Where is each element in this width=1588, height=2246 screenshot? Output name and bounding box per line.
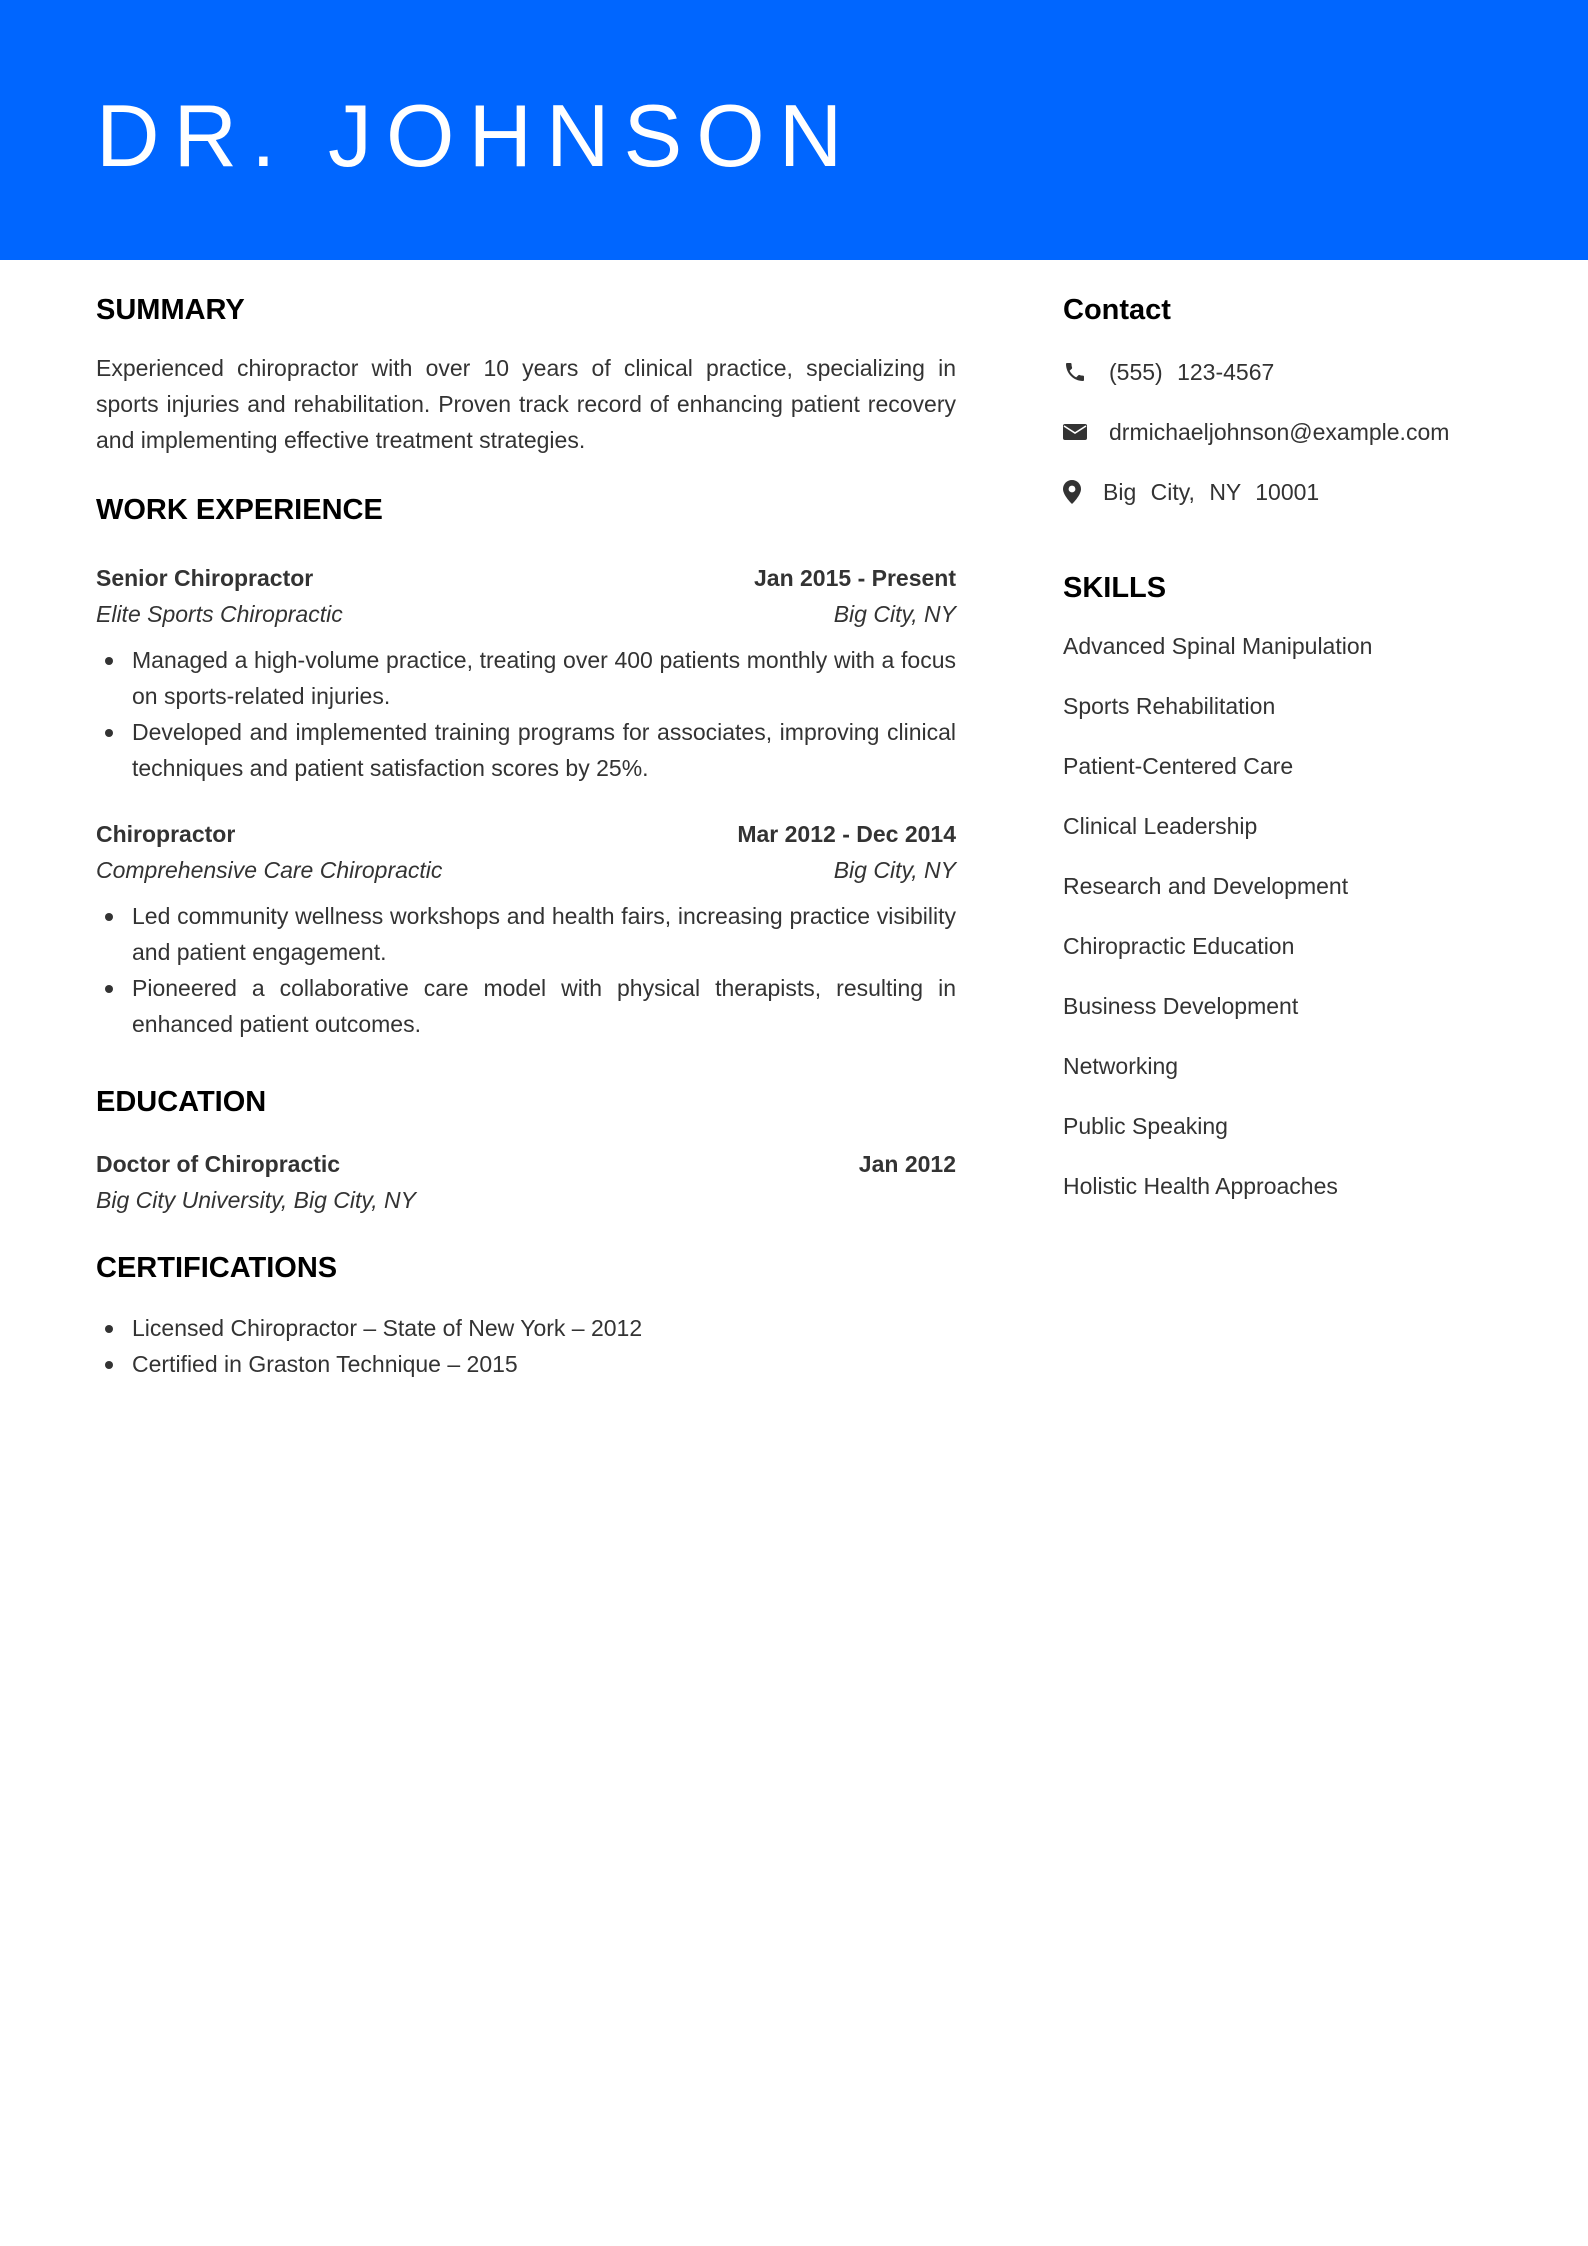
candidate-name: DR. JOHNSON xyxy=(96,86,857,185)
job-bullets xyxy=(96,642,956,786)
education-degree: Doctor of Chiropractic xyxy=(96,1151,341,1177)
education-school: Big City University, Big City, NY xyxy=(96,1187,416,1213)
envelope-icon xyxy=(1063,419,1089,445)
job-dates: Jan 2015 - Present xyxy=(753,565,956,591)
certifications-section xyxy=(96,1248,956,1382)
job-bullets xyxy=(96,898,956,1042)
skill-item: Holistic Health Approaches xyxy=(1063,1173,1338,1199)
sidebar-column xyxy=(1063,290,1523,1204)
job-entry xyxy=(96,560,956,786)
phone-icon xyxy=(1063,359,1089,385)
contact-title: Contact xyxy=(1063,294,1171,326)
summary-section xyxy=(96,290,956,458)
header-banner xyxy=(0,0,1588,260)
main-column xyxy=(96,290,956,1382)
skill-item: Sports Rehabilitation xyxy=(1063,693,1276,719)
job-dates: Mar 2012 - Dec 2014 xyxy=(737,821,956,847)
skill-item: Business Development xyxy=(1063,993,1299,1019)
skill-item: Clinical Leadership xyxy=(1063,813,1258,839)
job-role: Senior Chiropractor xyxy=(96,565,314,591)
skill-item: Advanced Spinal Manipulation xyxy=(1063,633,1373,659)
education-section xyxy=(96,1082,956,1218)
skill-item: Research and Development xyxy=(1063,873,1349,899)
summary-title: SUMMARY xyxy=(96,294,245,326)
job-bullet: Led community wellness workshops and health fairs, increasing practice visibility and patient engagement. xyxy=(132,898,956,970)
certifications-title: CERTIFICATIONS xyxy=(96,1252,338,1284)
education-date: Jan 2012 xyxy=(858,1151,956,1177)
skill-item: Public Speaking xyxy=(1063,1113,1228,1139)
education-entry xyxy=(96,1146,956,1218)
certifications-list xyxy=(96,1310,956,1382)
job-entry xyxy=(96,816,956,1042)
contact-email-text[interactable]: drmichaeljohnson@example.com xyxy=(1109,418,1450,445)
contact-address-text: Big City, NY 10001 xyxy=(1103,478,1320,505)
job-bullet: Developed and implemented training programs for associates, improving clinical techniques and patient satisfaction scores by 25%. xyxy=(132,714,956,786)
skills-title: SKILLS xyxy=(1063,572,1167,604)
job-role: Chiropractor xyxy=(96,821,236,847)
job-location: Big City, NY xyxy=(833,601,956,627)
skills-list xyxy=(1063,628,1523,1204)
contact-address xyxy=(1063,474,1523,510)
work-experience-title: WORK EXPERIENCE xyxy=(96,494,383,526)
skill-item: Networking xyxy=(1063,1053,1179,1079)
job-bullet: Managed a high-volume practice, treating over 400 patients monthly with a focus on sports-related injuries. xyxy=(132,642,956,714)
certification-item: Licensed Chiropractor – State of New York – 2012 xyxy=(132,1310,956,1346)
map-marker-icon xyxy=(1063,479,1083,505)
job-bullet: Pioneered a collaborative care model with physical therapists, resulting in enhanced patient outcomes. xyxy=(132,970,956,1042)
summary-text: Experienced chiropractor with over 10 years of clinical practice, specializing in sports injuries and rehabilitation. Proven track record of enhancing patient recovery and implementing effective treatment strategies. xyxy=(96,355,956,453)
job-company: Comprehensive Care Chiropractic xyxy=(96,857,443,883)
contact-phone-text: (555) 123-4567 xyxy=(1109,358,1275,385)
skill-item: Chiropractic Education xyxy=(1063,933,1295,959)
job-location: Big City, NY xyxy=(833,857,956,883)
skill-item: Patient-Centered Care xyxy=(1063,753,1294,779)
certification-item: Certified in Graston Technique – 2015 xyxy=(132,1346,956,1382)
contact-email xyxy=(1063,414,1523,450)
job-company: Elite Sports Chiropractic xyxy=(96,601,343,627)
contact-phone xyxy=(1063,354,1523,390)
work-experience-section xyxy=(96,490,956,1042)
contact-list xyxy=(1063,354,1523,510)
education-title: EDUCATION xyxy=(96,1086,267,1118)
